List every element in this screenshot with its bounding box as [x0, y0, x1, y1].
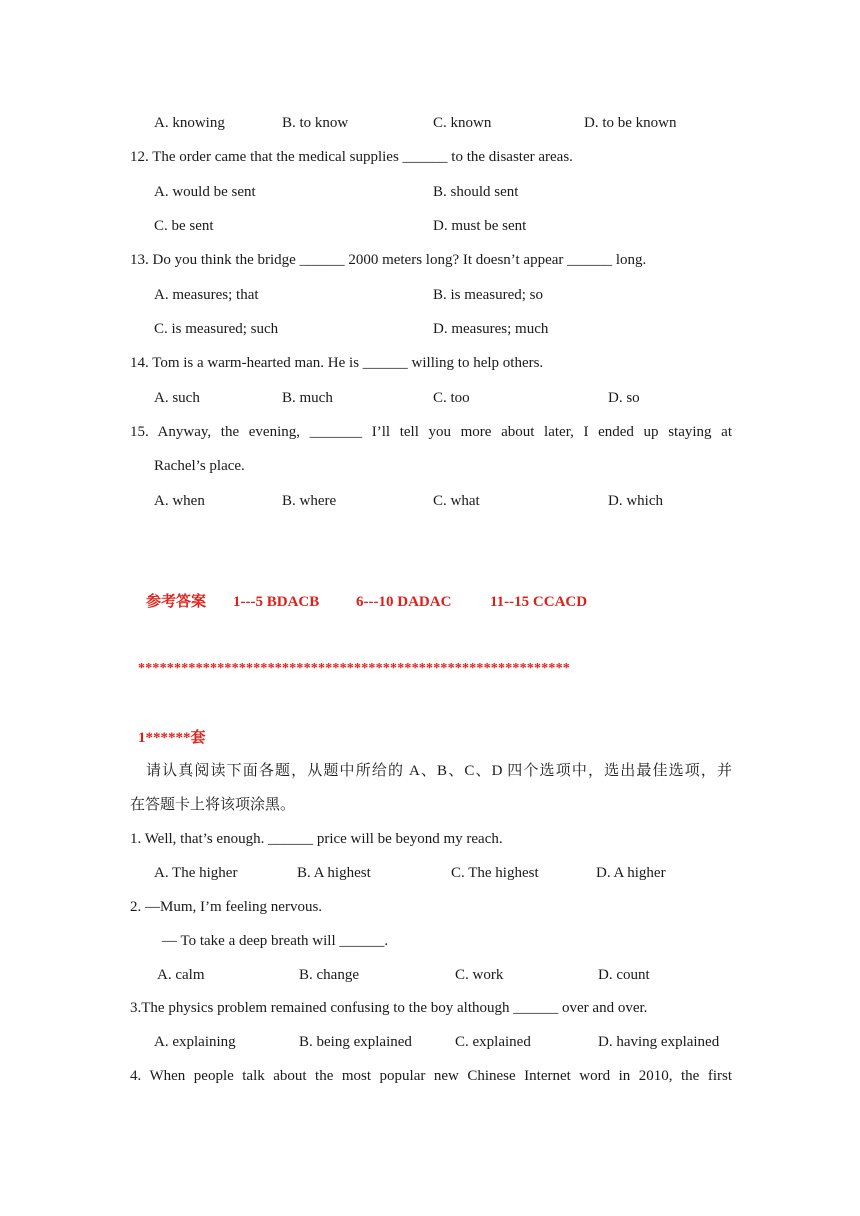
- question-reply: — To take a deep breath will ______.: [162, 933, 389, 949]
- option-d: D. which: [608, 493, 663, 509]
- question-stem: 14. Tom is a warm-hearted man. He is ______ willing to help others.: [130, 355, 544, 371]
- answer-key-label: 参考答案: [146, 594, 207, 610]
- option-d: D. must be sent: [433, 218, 527, 234]
- question-stem-line-2: Rachel’s place.: [154, 458, 245, 474]
- option-a: A. when: [154, 493, 205, 509]
- answer-group-3: 11--15 CCACD: [490, 594, 588, 610]
- instruction-line-2: 在答题卡上将该项涂黑。: [130, 797, 296, 813]
- set-title: 1******套: [138, 730, 206, 746]
- question-stem: 3.The physics problem remained confusing to the boy although ______ over and over.: [130, 1000, 648, 1016]
- option-d: D. count: [598, 967, 650, 983]
- option-c: C. be sent: [154, 218, 214, 234]
- answer-group-1: 1---5 BDACB: [233, 594, 320, 610]
- option-c: C. what: [433, 493, 480, 509]
- option-d: D. to be known: [584, 115, 677, 131]
- question-stem-line-1: 4. When people talk about the most popular new Chinese Internet word in 2010, the first: [130, 1068, 732, 1084]
- option-a: A. knowing: [154, 115, 225, 131]
- option-b: B. change: [299, 967, 359, 983]
- option-c: C. known: [433, 115, 492, 131]
- answer-group-2: 6---10 DADAC: [356, 594, 452, 610]
- option-b: B. where: [282, 493, 337, 509]
- question-stem: 1. Well, that’s enough. ______ price will be beyond my reach.: [130, 831, 503, 847]
- option-d: D. so: [608, 390, 640, 406]
- option-a: A. The higher: [154, 865, 238, 881]
- question-stem: 13. Do you think the bridge ______ 2000 meters long? It doesn’t appear ______ long.: [130, 252, 647, 268]
- question-stem: 12. The order came that the medical supplies ______ to the disaster areas.: [130, 149, 573, 165]
- option-b: B. being explained: [299, 1034, 412, 1050]
- option-a: A. would be sent: [154, 184, 256, 200]
- option-a: A. measures; that: [154, 287, 259, 303]
- option-b: B. to know: [282, 115, 349, 131]
- option-c: C. The highest: [451, 865, 539, 881]
- option-a: A. such: [154, 390, 200, 406]
- option-b: B. is measured; so: [433, 287, 543, 303]
- option-d: D. A higher: [596, 865, 666, 881]
- option-d: D. measures; much: [433, 321, 549, 337]
- option-c: C. explained: [455, 1034, 531, 1050]
- separator: ************************************************************: [138, 661, 570, 676]
- option-a: A. calm: [157, 967, 205, 983]
- option-b: B. should sent: [433, 184, 519, 200]
- question-stem: 2. —Mum, I’m feeling nervous.: [130, 899, 323, 915]
- option-a: A. explaining: [154, 1034, 236, 1050]
- option-c: C. is measured; such: [154, 321, 279, 337]
- question-stem-line-1: 15. Anyway, the evening, _______ I’ll tell you more about later, I ended up staying at: [130, 424, 732, 440]
- option-c: C. too: [433, 390, 470, 406]
- option-c: C. work: [455, 967, 504, 983]
- option-b: B. much: [282, 390, 333, 406]
- option-d: D. having explained: [598, 1034, 720, 1050]
- option-b: B. A highest: [297, 865, 371, 881]
- instruction-line-1: 请认真阅读下面各题，从题中所给的 A、B、C、D 四个选项中，选出最佳选项，并: [146, 763, 732, 779]
